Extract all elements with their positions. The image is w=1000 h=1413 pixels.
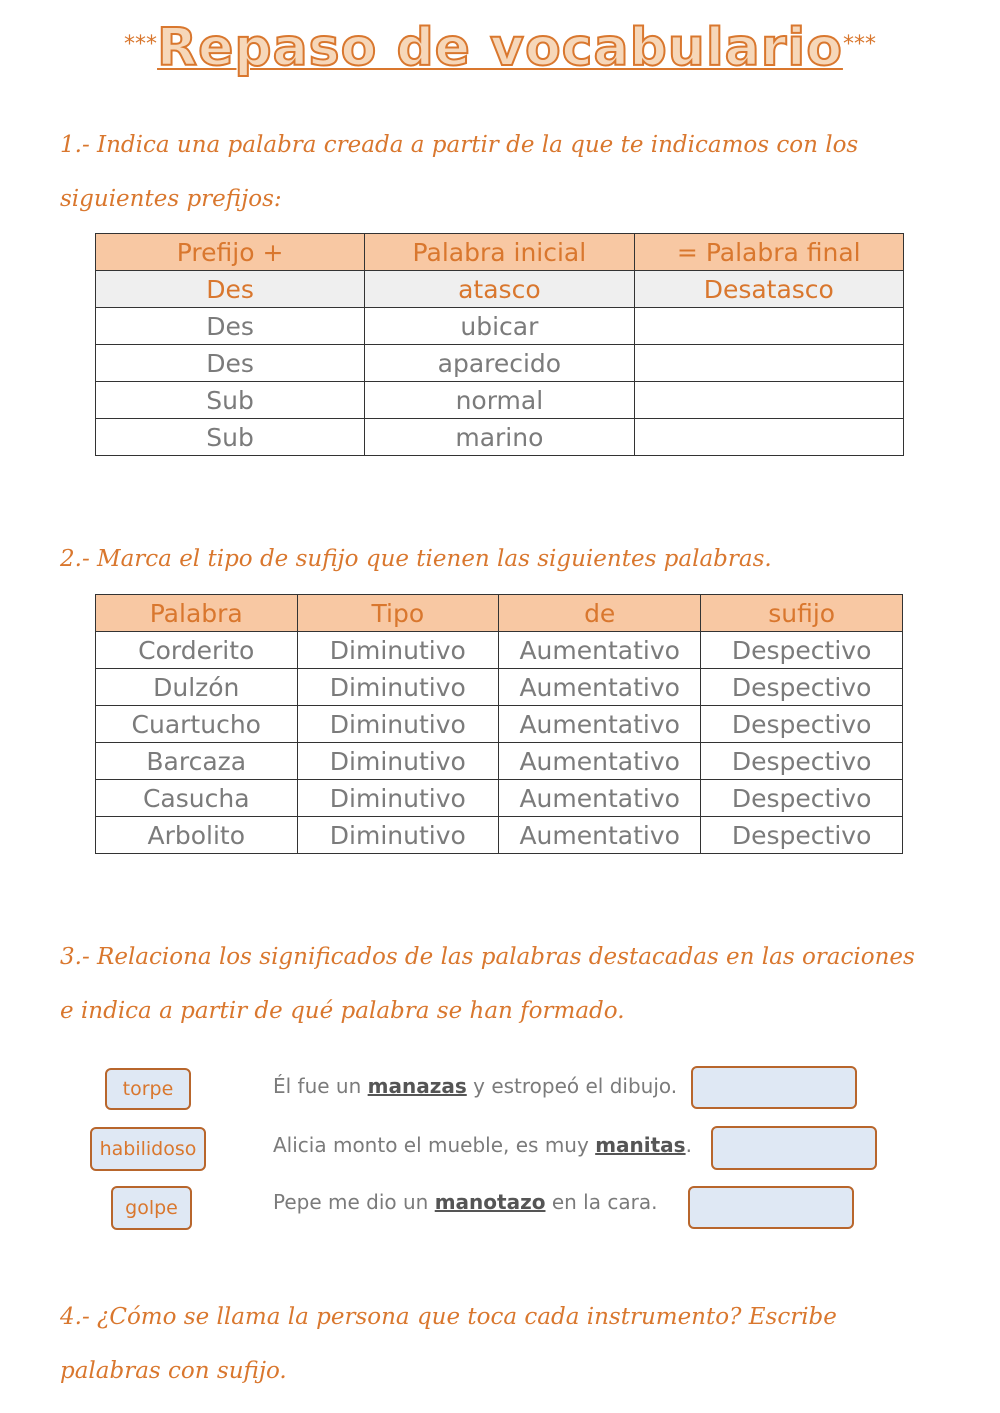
option-diminutivo[interactable]: Diminutivo — [297, 669, 499, 706]
sentence-text: . — [685, 1133, 692, 1157]
option-despectivo[interactable]: Despectivo — [701, 632, 903, 669]
option-diminutivo[interactable]: Diminutivo — [297, 706, 499, 743]
answer-cell[interactable] — [634, 419, 903, 456]
word-cell: Barcaza — [96, 743, 298, 780]
draggable-tag-habilidoso[interactable]: habilidoso — [90, 1127, 206, 1171]
row-initial-word: normal — [365, 382, 634, 419]
table-row — [96, 345, 904, 382]
header-type: Tipo — [297, 595, 499, 632]
table-row — [96, 669, 903, 706]
row-initial-word: aparecido — [365, 345, 634, 382]
row-prefix: Sub — [96, 419, 365, 456]
sentence-3 — [273, 1190, 657, 1214]
word-cell: Dulzón — [96, 669, 298, 706]
sentence-text: Alicia monto el mueble, es muy — [273, 1133, 596, 1157]
table-row — [96, 817, 903, 854]
option-diminutivo[interactable]: Diminutivo — [297, 817, 499, 854]
option-despectivo[interactable]: Despectivo — [701, 817, 903, 854]
title-stars-right: *** — [842, 32, 876, 57]
prefix-table-header — [96, 234, 904, 271]
answer-cell[interactable] — [634, 382, 903, 419]
suffix-table — [95, 594, 903, 854]
header-initial-word: Palabra inicial — [365, 234, 634, 271]
option-aumentativo[interactable]: Aumentativo — [499, 632, 701, 669]
example-initial-word: atasco — [365, 271, 634, 308]
question-1-prompt: 1.- Indica una palabra creada a partir de la que te indicamos con los siguientes prefijos: — [60, 132, 859, 212]
answer-cell[interactable] — [634, 345, 903, 382]
question-3-prompt: 3.- Relaciona los significados de las palabras destacadas en las oraciones e indica a partir de qué palabra se han formado. — [60, 944, 915, 1024]
option-despectivo[interactable]: Despectivo — [701, 780, 903, 817]
table-row — [96, 743, 903, 780]
option-diminutivo[interactable]: Diminutivo — [297, 743, 499, 780]
worksheet-title — [0, 18, 1000, 78]
row-initial-word: ubicar — [365, 308, 634, 345]
option-diminutivo[interactable]: Diminutivo — [297, 632, 499, 669]
option-aumentativo[interactable]: Aumentativo — [499, 706, 701, 743]
option-diminutivo[interactable]: Diminutivo — [297, 780, 499, 817]
sentence-text: y estropeó el dibujo. — [466, 1074, 678, 1098]
sentence-2 — [273, 1133, 692, 1157]
word-cell: Casucha — [96, 780, 298, 817]
option-aumentativo[interactable]: Aumentativo — [499, 780, 701, 817]
table-row — [96, 780, 903, 817]
table-row — [96, 382, 904, 419]
example-prefix: Des — [96, 271, 365, 308]
highlighted-word: manotazo — [434, 1190, 546, 1214]
option-despectivo[interactable]: Despectivo — [701, 669, 903, 706]
word-cell: Corderito — [96, 632, 298, 669]
highlighted-word: manitas — [595, 1133, 686, 1157]
header-suffix: sufijo — [701, 595, 903, 632]
example-final-word: Desatasco — [634, 271, 903, 308]
question-4-prompt: 4.- ¿Cómo se llama la persona que toca cada instrumento? Escribe palabras con sufijo. — [60, 1304, 837, 1384]
header-final-word: = Palabra final — [634, 234, 903, 271]
table-row — [96, 632, 903, 669]
row-prefix: Sub — [96, 382, 365, 419]
sentence-text: Pepe me dio un — [273, 1190, 435, 1214]
answer-cell[interactable] — [634, 308, 903, 345]
sentence-text: Él fue un — [273, 1074, 368, 1098]
drop-zone-3[interactable] — [688, 1186, 854, 1229]
highlighted-word: manazas — [367, 1074, 467, 1098]
table-row — [96, 419, 904, 456]
sentence-text: en la cara. — [545, 1190, 658, 1214]
option-aumentativo[interactable]: Aumentativo — [499, 817, 701, 854]
example-row — [96, 271, 904, 308]
drop-zone-2[interactable] — [711, 1126, 877, 1170]
question-2-prompt: 2.- Marca el tipo de sufijo que tienen las siguientes palabras. — [60, 546, 772, 572]
option-aumentativo[interactable]: Aumentativo — [499, 669, 701, 706]
prefix-table — [95, 233, 904, 456]
option-despectivo[interactable]: Despectivo — [701, 743, 903, 780]
header-of: de — [499, 595, 701, 632]
sentence-1 — [273, 1074, 677, 1098]
option-aumentativo[interactable]: Aumentativo — [499, 743, 701, 780]
suffix-table-header — [96, 595, 903, 632]
row-prefix: Des — [96, 308, 365, 345]
draggable-tag-torpe[interactable]: torpe — [105, 1068, 191, 1110]
row-initial-word: marino — [365, 419, 634, 456]
title-text: Repaso de vocabulario — [157, 18, 843, 78]
option-despectivo[interactable]: Despectivo — [701, 706, 903, 743]
table-row — [96, 308, 904, 345]
word-cell: Cuartucho — [96, 706, 298, 743]
row-prefix: Des — [96, 345, 365, 382]
draggable-tag-golpe[interactable]: golpe — [111, 1186, 192, 1230]
header-word: Palabra — [96, 595, 298, 632]
table-row — [96, 706, 903, 743]
title-stars-left: *** — [124, 32, 158, 57]
header-prefix: Prefijo + — [96, 234, 365, 271]
drop-zone-1[interactable] — [691, 1066, 857, 1109]
word-cell: Arbolito — [96, 817, 298, 854]
